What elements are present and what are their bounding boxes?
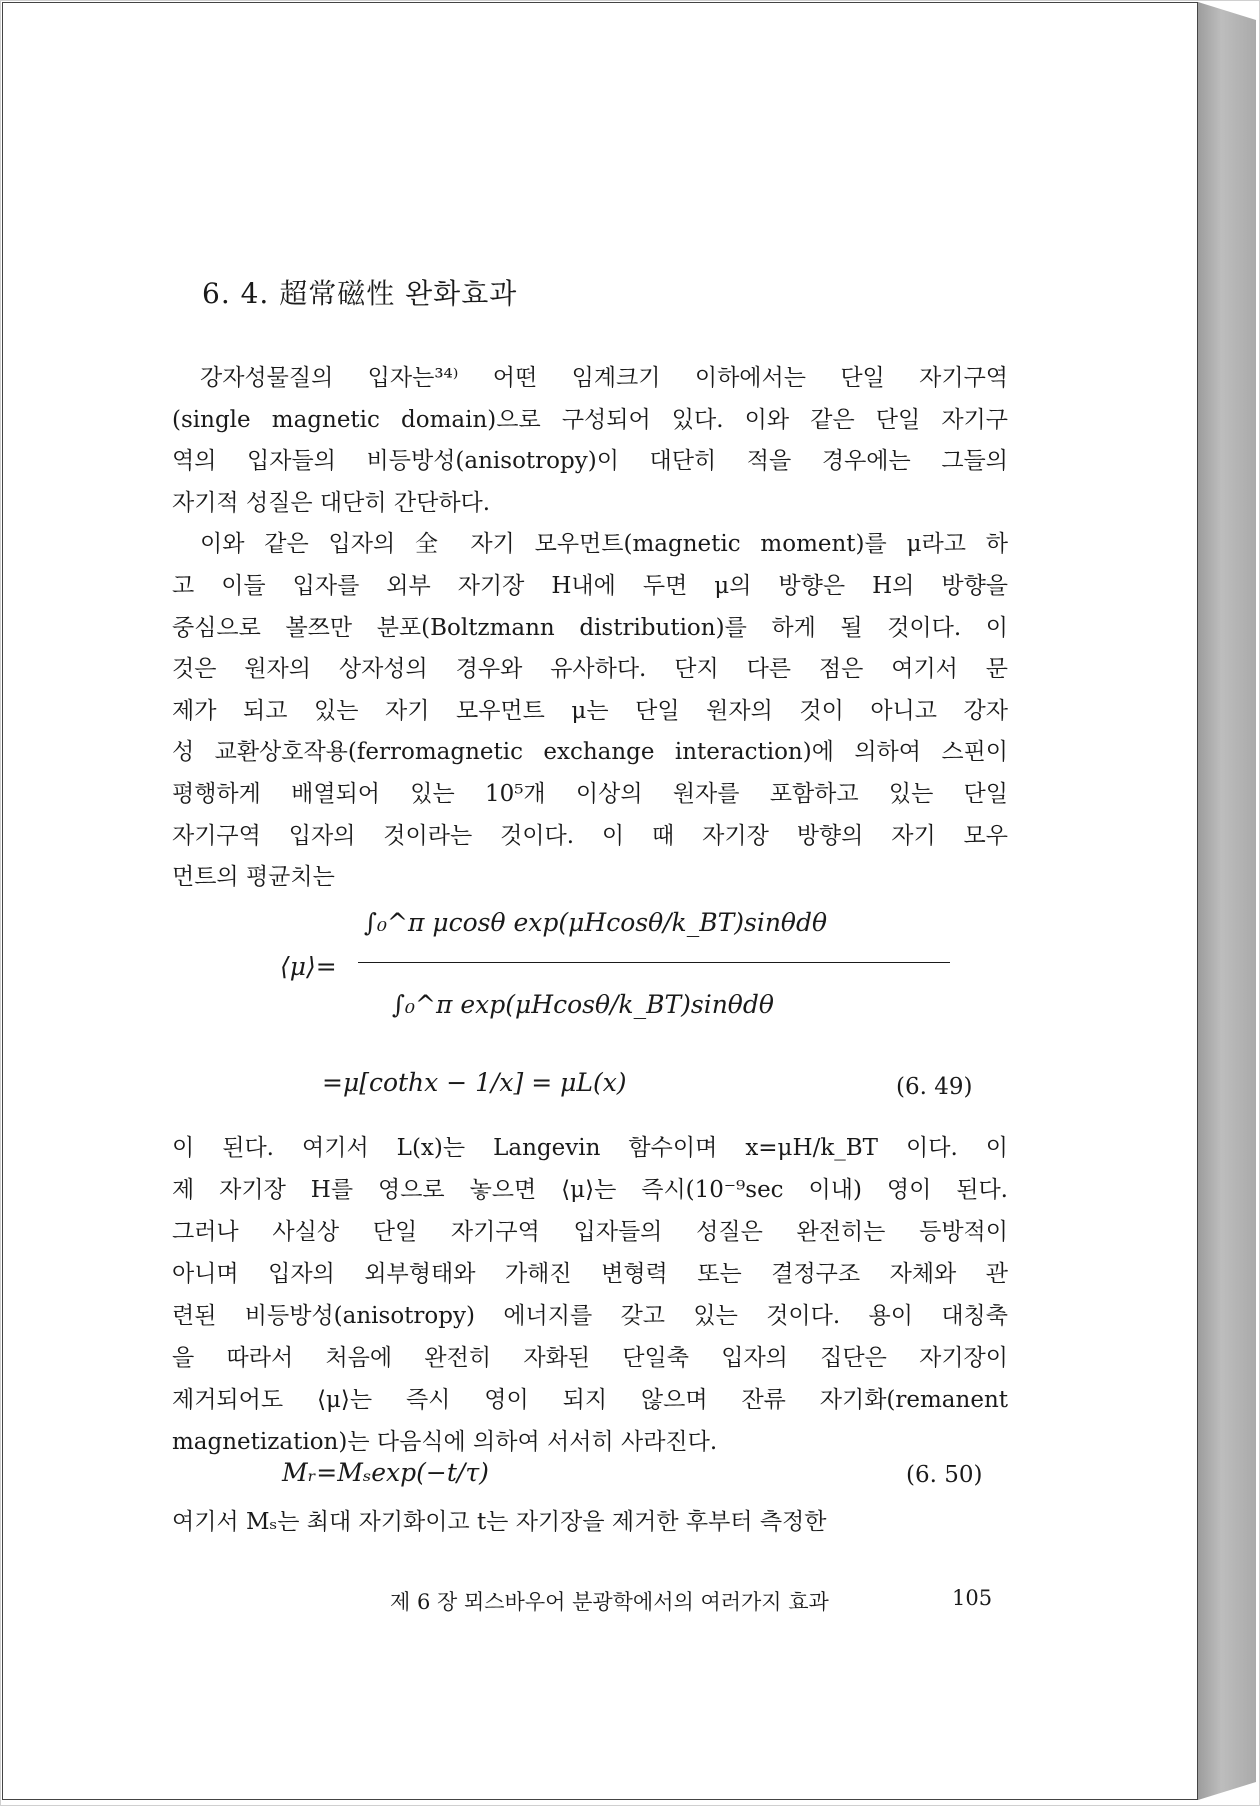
chapter-footer: 제 6 장 뫼스바우어 분광학에서의 여러가지 효과	[390, 1590, 829, 1614]
text-line: 강자성물질의 입자는³⁴⁾ 어떤 임계크기 이하에서는 단일 자기구역	[200, 365, 1008, 391]
text-line: 것은 원자의 상자성의 경우와 유사하다. 단지 다른 점은 여기서 문	[172, 656, 1008, 683]
text-line: 을 따라서 처음에 완전히 자화된 단일축 입자의 집단은 자기장이	[172, 1345, 1008, 1371]
equation-lhs: ⟨μ⟩=	[280, 952, 337, 981]
equation-numerator: ∫₀^π μcosθ exp(μHcosθ/k_BT)sinθdθ	[364, 908, 828, 937]
text-line: 평행하게 배열되어 있는 10⁵개 이상의 원자를 포함하고 있는 단일	[172, 781, 1008, 807]
text-line: (single magnetic domain)으로 구성되어 있다. 이와 같은 단일 자기구	[172, 406, 1008, 433]
text-line: 제 자기장 H를 영으로 놓으면 ⟨μ⟩는 즉시(10⁻⁹sec 이내) 영이 된다.	[172, 1177, 1008, 1203]
text-line: 이와 같은 입자의 全 자기 모우먼트(magnetic moment)를 μ라고 하	[200, 531, 1008, 558]
text-line: 련된 비등방성(anisotropy) 에너지를 갖고 있는 것이다. 용이 대칭축	[172, 1303, 1008, 1329]
text-line: 제거되어도 ⟨μ⟩는 즉시 영이 되지 않으며 잔류 자기화(remanent	[172, 1387, 1008, 1413]
text-line: 성 교환상호작용(ferromagnetic exchange interaction)에 의하여 스핀이	[172, 739, 1008, 766]
text-line: 자기적 성질은 대단히 간단하다.	[172, 489, 491, 516]
text-line: 이 된다. 여기서 L(x)는 Langevin 함수이며 x=μH/k_BT 이다. 이	[172, 1135, 1008, 1161]
equation-number-6-50: (6. 50)	[906, 1462, 983, 1488]
page-number: 105	[952, 1586, 993, 1610]
text-line: 제가 되고 있는 자기 모우먼트 μ는 단일 원자의 것이 아니고 강자	[172, 697, 1008, 724]
equation-6-50: Mᵣ=Mₛexp(−t/τ)	[282, 1458, 489, 1487]
equation-second-line: =μ[cothx − 1/x] = μL(x)	[322, 1068, 627, 1097]
equation-number-6-49: (6. 49)	[896, 1074, 973, 1100]
text-line: magnetization)는 다음식에 의하여 서서히 사라진다.	[172, 1429, 718, 1455]
text-line: 자기구역 입자의 것이라는 것이다. 이 때 자기장 방향의 자기 모우	[172, 822, 1008, 849]
paragraph-3-line: 여기서 Mₛ는 최대 자기화이고 t는 자기장을 제거한 후부터 측정한	[172, 1509, 827, 1535]
text-line: 그러나 사실상 단일 자기구역 입자들의 성질은 완전히는 등방적이	[172, 1219, 1008, 1245]
text-line: 먼트의 평균치는	[172, 864, 335, 891]
text-line: 중심으로 볼쯔만 분포(Boltzmann distribution)를 하게 될 것이다. 이	[172, 614, 1008, 641]
text-line: 고 이들 입자를 외부 자기장 H내에 두면 μ의 방향은 H의 방향을	[172, 573, 1008, 599]
text-line: 역의 입자들의 비등방성(anisotropy)이 대단히 적을 경우에는 그들의	[172, 448, 1008, 475]
section-heading: 6. 4. 超常磁性 완화효과	[202, 277, 518, 310]
text-line: 아니며 입자의 외부형태와 가해진 변형력 또는 결정구조 자체와 관	[172, 1261, 1008, 1287]
fraction-bar	[358, 962, 950, 963]
equation-denominator: ∫₀^π exp(μHcosθ/k_BT)sinθdθ	[392, 990, 774, 1019]
page-edge-shadow	[1198, 2, 1256, 1800]
